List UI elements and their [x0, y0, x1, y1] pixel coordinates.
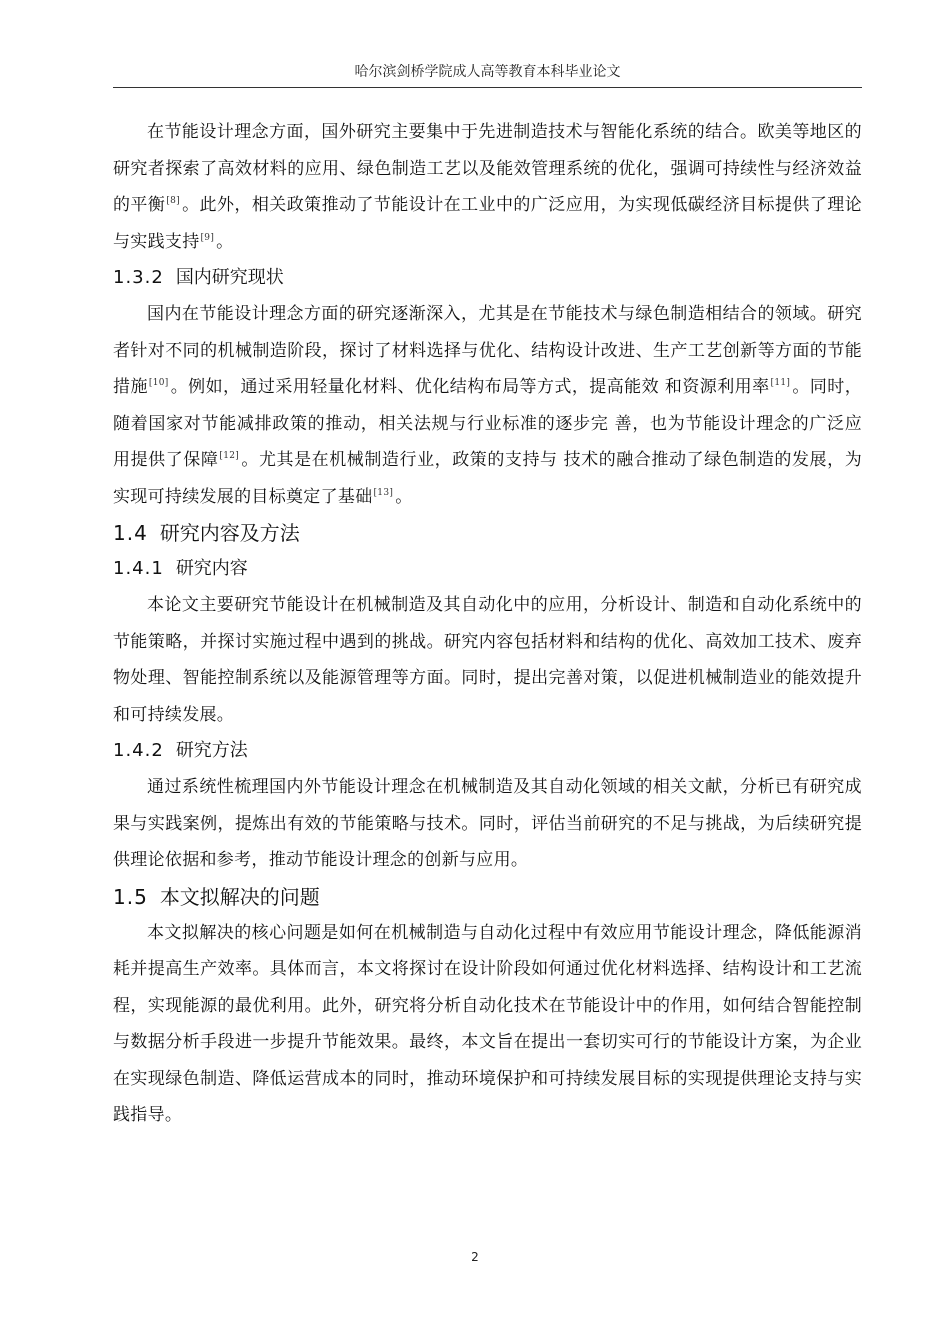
section-heading-1-5: [113, 879, 862, 915]
paragraph-text: 。此外，相关政策推动了节能设计在工业中的广泛应用，为实现低碳经济目标提供了理论与实践支持: [113, 195, 862, 252]
heading-title: 研究内容: [175, 558, 248, 579]
heading-title: 国内研究现状: [175, 267, 284, 288]
paragraph-problems-to-solve: 本文拟解决的核心问题是如何在机械制造与自动化过程中有效应用节能设计理念，降低能源消耗并提高生产效率。具体而言，本文将探讨在设计阶段如何通过优化材料选择、结构设计和工艺流程，实现能源的最优利用。此外，研究将分析自动化技术在节能设计中的作用，如何结合智能控制与数据分析手段进一步提升节能效果。最终，本文旨在提出一套切实可行的节能设计方案，为企业在实现绿色制造、降低运营成本的同时，推动环境保护和可持续发展目标的实现提供理论支持与实践指导。: [113, 922, 862, 1125]
heading-title: 研究方法: [175, 740, 248, 761]
citation-ref[interactable]: [13]: [373, 487, 394, 498]
citation-ref[interactable]: [9]: [200, 232, 215, 243]
paragraph-text: 。: [395, 486, 413, 507]
subsection-heading-1-4-1: [113, 551, 862, 587]
citation-ref[interactable]: [8]: [166, 196, 180, 206]
paragraph-text: 国内在节能设计理念方面的研究逐渐深入，尤其是在节能技术与绿色制造相结合的领域。研究者针对不同的机械制造阶段，探讨了材料选择与优化、结构设计改进、生产工艺创新等方面的节能措施: [113, 304, 862, 397]
subsection-heading-1-4-2: [113, 733, 862, 769]
paragraph-domestic-research: [113, 296, 862, 515]
header-rule: [113, 87, 862, 88]
heading-number: 1.4.2: [113, 740, 164, 761]
heading-title: 本文拟解决的问题: [159, 884, 320, 909]
paragraph-text: 。同时，随着国家对节能减排政策的推动，相关法规与行业标准的逐步完 善，也为节能设计理念的广泛应用提供了保障: [113, 377, 862, 470]
paragraph-foreign-research: [113, 114, 862, 260]
paragraph-text: 在节能设计理念方面，国外研究主要集中于先进制造技术与智能化系统的结合。欧美等地区的研究者探索了高效材料的应用、绿色制造工艺以及能效管理系统的优化，强调可持续性与经济效益的平衡: [113, 122, 862, 215]
paragraph-text: 。例如，通过采用轻量化材料、优化结构布局等方式，提高能效 和资源利用率: [170, 377, 770, 397]
citation-ref[interactable]: [11]: [770, 378, 791, 388]
paragraph-text: 。尤其是在机械制造行业，政策的支持与 技术的融合推动了绿色制造的发展，为实现可持续发展的目标奠定了基础: [113, 450, 862, 507]
heading-number: 1.5: [113, 884, 148, 909]
paragraph-research-content: 本论文主要研究节能设计在机械制造及其自动化中的应用，分析设计、制造和自动化系统中的节能策略，并探讨实施过程中遇到的挑战。研究内容包括材料和结构的优化、高效加工技术、废弃物处理、智能控制系统以及能源管理等方面。同时，提出完善对策，以促进机械制造业的能效提升和可持续发展。: [113, 595, 862, 725]
paragraph-text: 。: [216, 231, 234, 252]
running-header: 哈尔滨剑桥学院成人高等教育本科毕业论文: [354, 64, 621, 80]
paragraph-research-method: 通过系统性梳理国内外节能设计理念在机械制造及其自动化领域的相关文献，分析已有研究成果与实践案例，提炼出有效的节能策略与技术。同时，评估当前研究的不足与挑战，为后续研究提供理论依据和参考，推动节能设计理念的创新与应用。: [113, 777, 862, 870]
heading-number: 1.4.1: [113, 558, 164, 579]
citation-ref[interactable]: [12]: [219, 451, 240, 461]
citation-ref[interactable]: [10]: [148, 378, 169, 388]
page-content: [113, 114, 862, 1134]
heading-number: 1.3.2: [113, 267, 164, 288]
page-number: 2: [471, 1250, 479, 1264]
heading-title: 研究内容及方法: [159, 521, 300, 545]
heading-number: 1.4: [113, 521, 148, 545]
section-heading-1-4: [113, 515, 862, 551]
subsection-heading-1-3-2: [113, 260, 862, 296]
